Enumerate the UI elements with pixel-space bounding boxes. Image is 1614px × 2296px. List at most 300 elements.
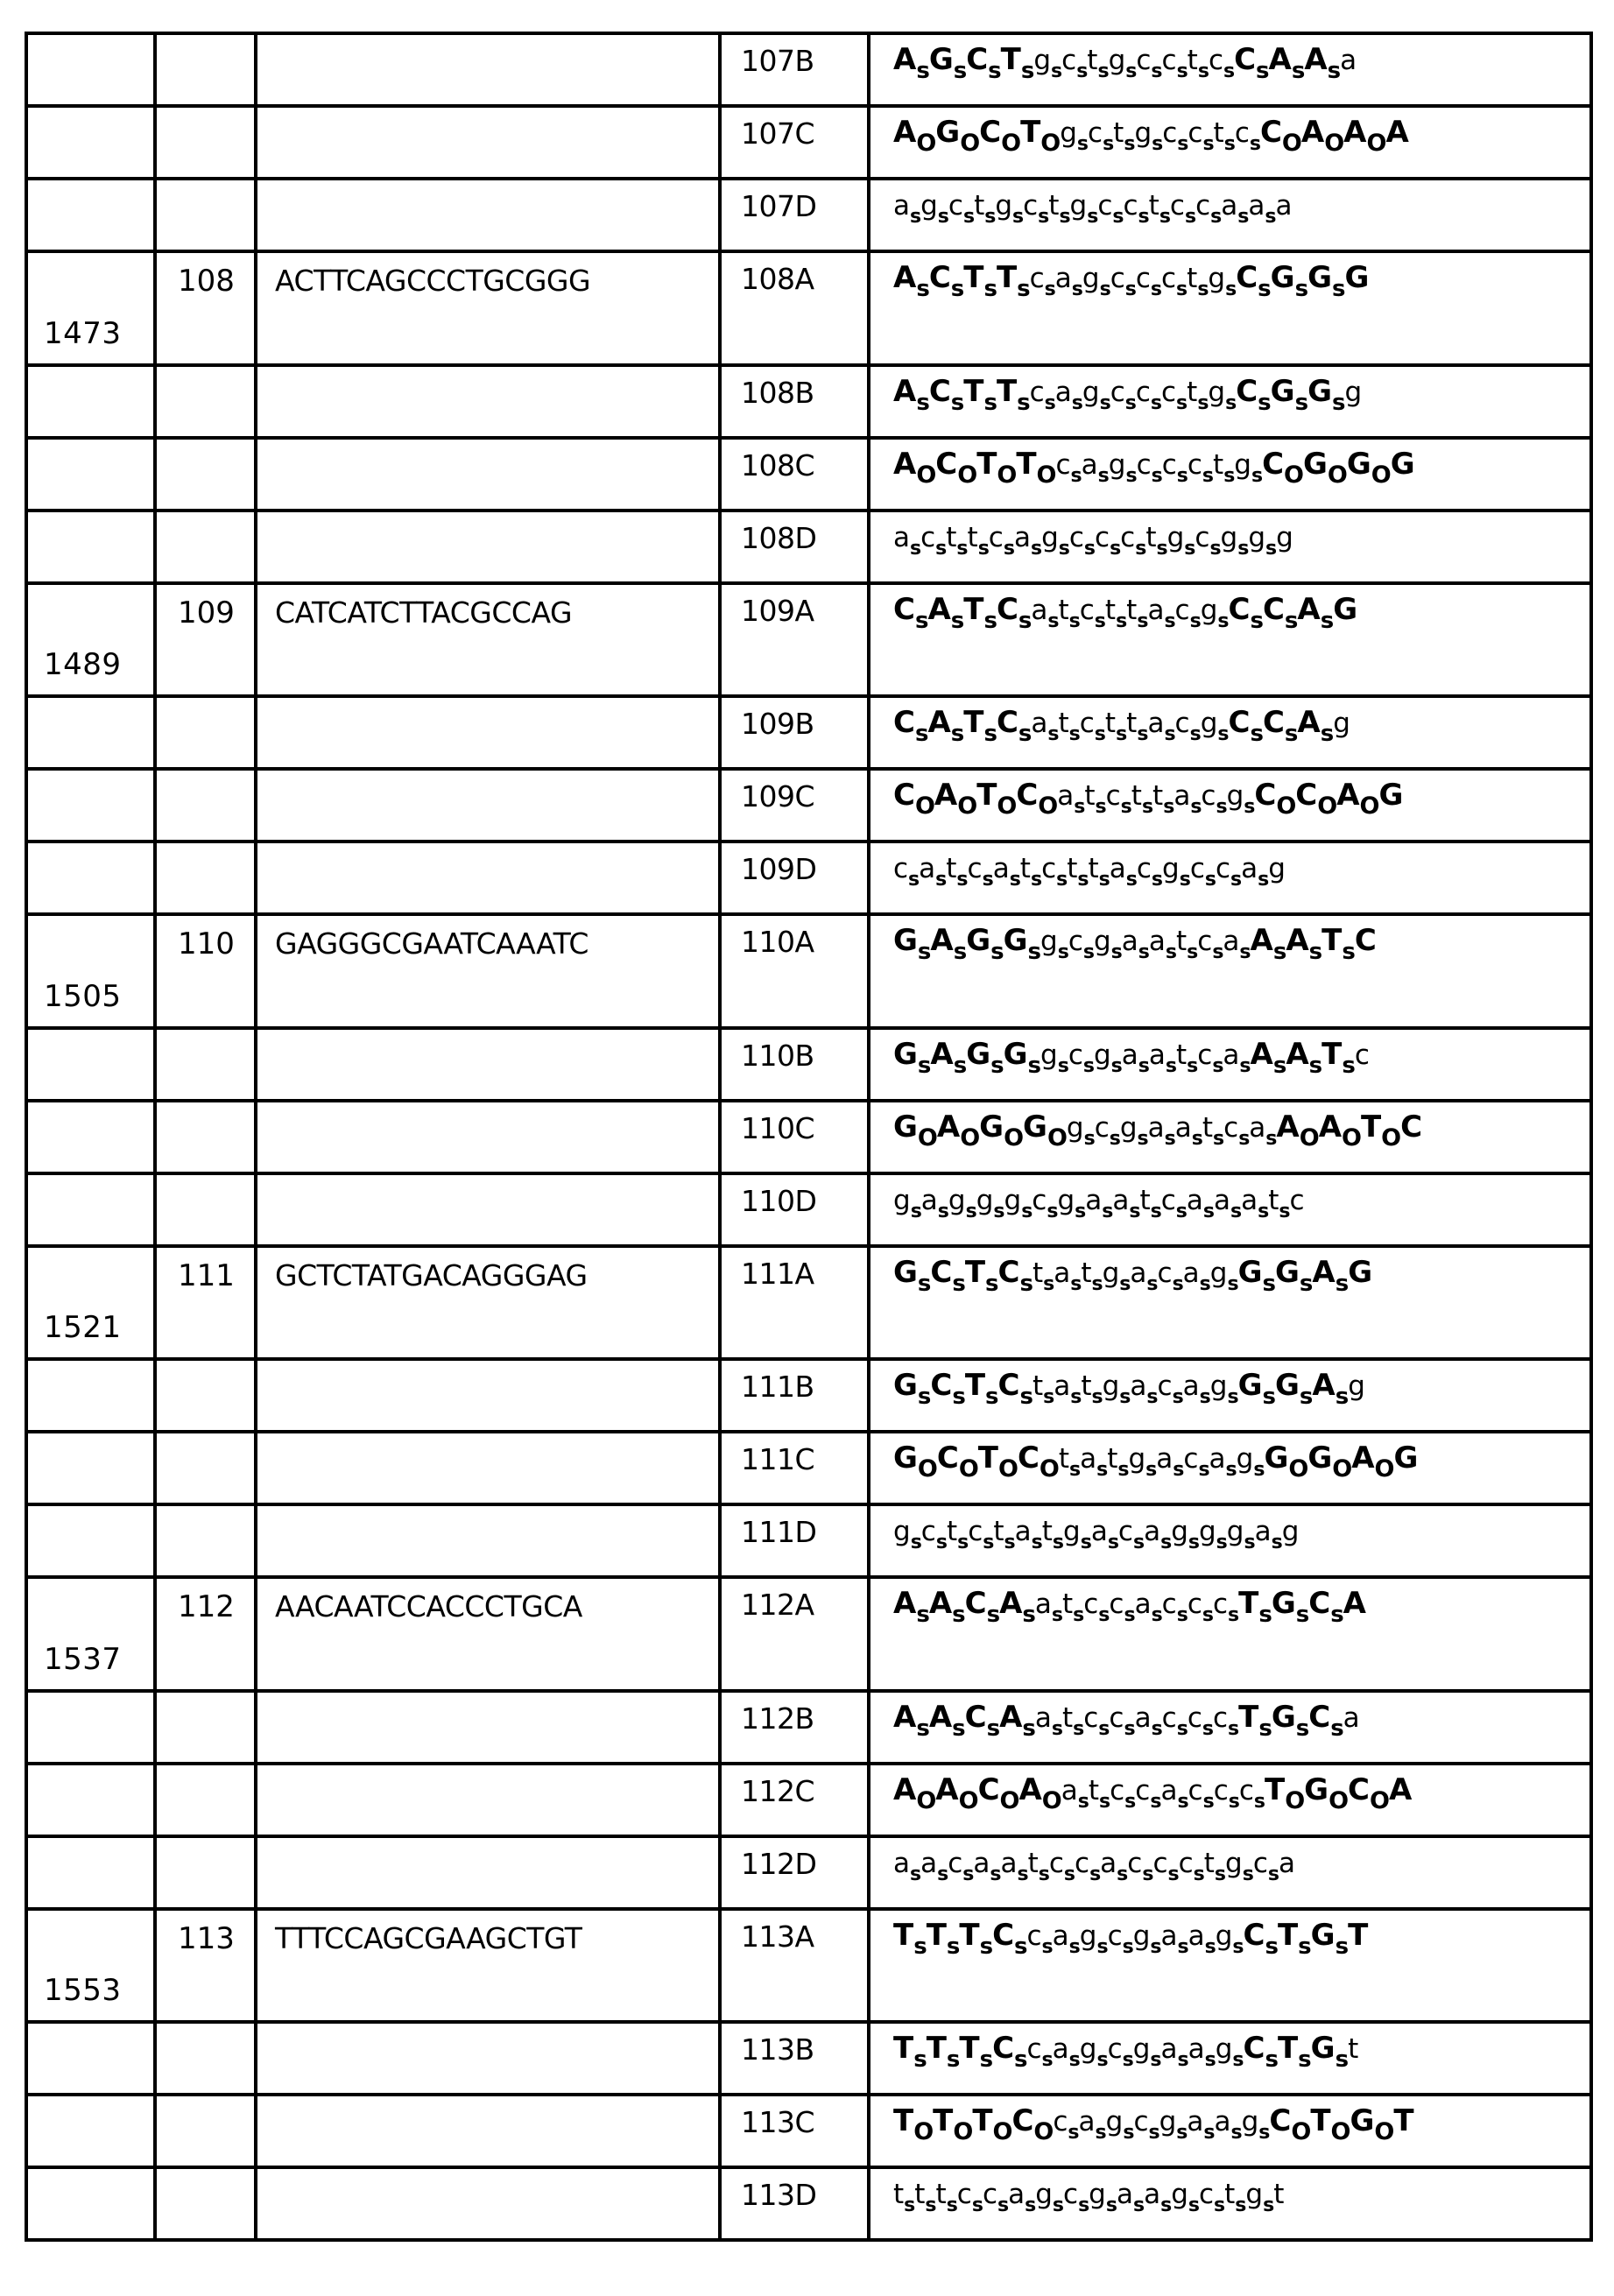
linkage-subscript: s	[1021, 1200, 1033, 1222]
nucleotide	[1378, 778, 1402, 813]
nucleotide	[1018, 1771, 1061, 1814]
linkage-subscript: s	[1014, 1933, 1027, 1960]
nucleotide	[1126, 705, 1147, 744]
modified-sequence	[893, 1109, 1422, 1152]
linkage-subscript: O	[916, 461, 936, 489]
nucleotide	[1360, 1109, 1401, 1152]
nucleotide-base: c	[1029, 263, 1044, 294]
nucleotide	[1176, 923, 1197, 962]
nucleotide	[893, 705, 928, 747]
nucleotide-base: c	[956, 2179, 971, 2210]
nucleotide-base: a	[1249, 1111, 1265, 1144]
modified-sequence	[893, 1845, 1294, 1884]
table-row	[26, 1691, 1591, 1764]
linkage-subscript: s	[1089, 1863, 1101, 1885]
compound-id-cell	[720, 1173, 869, 1246]
target-position-cell	[26, 583, 155, 697]
nucleotide-base: g	[1108, 448, 1125, 481]
nucleotide	[1274, 1254, 1313, 1297]
seq-number-cell	[155, 1028, 256, 1101]
target-position-cell	[26, 1359, 155, 1432]
nucleotide-base: t	[1067, 853, 1077, 884]
nucleotide-base: c	[1135, 263, 1150, 294]
nucleotide-base: g	[1220, 521, 1237, 553]
nucleotide	[1056, 447, 1082, 486]
modified-sequence	[893, 778, 1403, 820]
nucleotide	[1262, 591, 1298, 634]
nucleotide-base: C	[1234, 42, 1256, 77]
nucleotide	[964, 1254, 998, 1297]
nucleotide	[893, 2176, 914, 2215]
modified-sequence	[893, 1368, 1364, 1410]
nucleotide	[1297, 591, 1334, 634]
linkage-subscript: s	[1019, 1270, 1033, 1297]
nucleotide	[1199, 1513, 1227, 1553]
nucleotide-base: c	[1187, 1588, 1202, 1620]
compound-id-cell	[720, 2095, 869, 2167]
nucleotide	[927, 705, 964, 747]
nucleotide	[1343, 1700, 1359, 1736]
linkage-subscript: s	[971, 2194, 983, 2216]
linkage-subscript: s	[1071, 278, 1082, 300]
nucleotide-base: C	[966, 42, 988, 77]
nucleotide-base: c	[1110, 263, 1124, 294]
nucleotide	[1133, 2103, 1159, 2143]
linkage-subscript: O	[1036, 461, 1056, 489]
nucleotide-base: T	[893, 2031, 913, 2066]
nucleotide-base: A	[1297, 705, 1320, 740]
nucleotide	[1032, 1182, 1057, 1222]
linkage-subscript: s	[1043, 1272, 1054, 1295]
nucleotide-base: a	[1085, 1184, 1102, 1216]
nucleotide	[966, 923, 1004, 965]
linkage-subscript: s	[1298, 1933, 1311, 1960]
linkage-subscript: O	[1288, 1455, 1308, 1483]
linkage-subscript: s	[1110, 941, 1122, 963]
nucleotide	[893, 1368, 931, 1410]
nucleotide-base: c	[1107, 1919, 1122, 1952]
nucleotide-base: C	[1236, 373, 1258, 409]
nucleotide	[1248, 519, 1276, 559]
nucleotide-base: a	[1054, 263, 1071, 294]
linkage-subscript: s	[990, 939, 1004, 965]
nucleotide-base: t	[1145, 521, 1156, 553]
nucleotide-base: g	[1225, 1847, 1242, 1879]
modified-sequence-cell	[869, 914, 1591, 1028]
target-position-cell	[26, 1909, 155, 2023]
nucleotide-base: C	[964, 1699, 986, 1735]
nucleotide-base: A	[999, 1586, 1022, 1621]
linkage-subscript: s	[1197, 391, 1209, 414]
compound-id: 110B	[741, 1038, 814, 1073]
linkage-subscript: O	[999, 1786, 1019, 1814]
linkage-subscript: s	[1076, 133, 1089, 155]
compound-id-cell	[720, 511, 869, 583]
modified-sequence	[893, 115, 1408, 157]
nucleotide	[1122, 1037, 1149, 1076]
nucleotide	[1147, 592, 1174, 631]
nucleotide	[963, 373, 997, 416]
nucleotide	[1147, 705, 1174, 744]
nucleotide	[1237, 1368, 1275, 1410]
nucleotide	[1082, 447, 1109, 486]
modified-sequence	[893, 2103, 1413, 2143]
nucleotide	[1082, 374, 1110, 413]
nucleotide-base: C	[928, 260, 950, 295]
linkage-subscript: O	[917, 1455, 937, 1483]
nucleotide	[1049, 1845, 1075, 1884]
nucleotide-base: a	[1014, 1516, 1031, 1547]
nucleotide	[1307, 260, 1345, 302]
linkage-subscript: s	[904, 2194, 915, 2216]
modified-sequence-cell	[869, 2022, 1591, 2095]
seq-number-cell	[155, 914, 256, 1028]
nucleotide-base: A	[893, 115, 916, 150]
nucleotide	[893, 1440, 937, 1483]
nucleotide-base: a	[1147, 708, 1164, 739]
nucleotide-base: g	[893, 1516, 910, 1547]
linkage-subscript: s	[1265, 537, 1277, 560]
nucleotide-base: C	[1269, 2103, 1291, 2138]
nucleotide	[1003, 923, 1041, 965]
linkage-subscript: O	[957, 461, 977, 489]
nucleotide	[947, 1513, 968, 1553]
linkage-subscript: O	[1342, 1123, 1361, 1152]
nucleotide-base: C	[979, 115, 1001, 150]
compound-id: 112D	[741, 1846, 817, 1881]
nucleotide-base: T	[963, 705, 983, 740]
compound-id: 112C	[741, 1773, 815, 1808]
nucleotide-base: T	[1348, 1917, 1368, 1953]
nucleotide	[893, 850, 919, 890]
nucleotide	[920, 1845, 948, 1884]
linkage-subscript: s	[1176, 464, 1188, 487]
seq-number-cell	[155, 179, 256, 251]
nucleotide-base: a	[1187, 2106, 1203, 2138]
table-row	[26, 438, 1591, 511]
linkage-subscript: s	[1238, 1127, 1250, 1150]
nucleotide-base: a	[919, 853, 935, 884]
nucleotide	[1108, 2031, 1133, 2070]
base-sequence: TTTCCAGCGAAGCTGT	[275, 1920, 582, 1955]
linkage-subscript: s	[1250, 607, 1263, 634]
nucleotide	[963, 591, 997, 634]
nucleotide-base: c	[1079, 708, 1094, 739]
nucleotide-base: g	[1208, 376, 1225, 408]
sequence-cell	[256, 1432, 720, 1504]
compound-id: 113B	[741, 2032, 814, 2067]
target-position-cell	[26, 696, 155, 769]
nucleotide-base: c	[1189, 853, 1204, 884]
nucleotide	[1175, 705, 1201, 744]
nucleotide-base: t	[1213, 448, 1223, 481]
nucleotide	[1303, 446, 1347, 489]
nucleotide	[1120, 1109, 1148, 1149]
nucleotide-base: a	[1173, 780, 1190, 812]
linkage-subscript: s	[1152, 133, 1163, 155]
nucleotide	[1087, 42, 1108, 81]
linkage-subscript: s	[1244, 1532, 1255, 1553]
nucleotide-base: t	[914, 2179, 925, 2210]
target-position-cell	[26, 1764, 155, 1836]
nucleotide	[959, 1917, 993, 1960]
modified-sequence-cell	[869, 1432, 1591, 1504]
nucleotide-base: a	[920, 1847, 937, 1879]
nucleotide-base: C	[992, 1917, 1014, 1953]
linkage-subscript: s	[1076, 60, 1088, 82]
nucleotide-base: g	[1102, 1257, 1119, 1289]
linkage-subscript: s	[925, 2194, 936, 2216]
linkage-subscript: s	[1056, 869, 1068, 891]
linkage-subscript: s	[1335, 2046, 1349, 2073]
linkage-subscript: s	[1124, 1790, 1136, 1813]
nucleotide-base: A	[934, 778, 957, 813]
nucleotide-base: c	[982, 2179, 997, 2210]
nucleotide-base: G	[1393, 1440, 1418, 1475]
linkage-subscript: s	[1172, 1386, 1183, 1408]
nucleotide	[1286, 1036, 1322, 1079]
linkage-subscript: s	[1265, 1933, 1278, 1960]
nucleotide	[1110, 1772, 1135, 1812]
nucleotide-base: c	[1197, 1039, 1212, 1071]
linkage-subscript: s	[1223, 464, 1235, 487]
nucleotide-base: t	[1126, 594, 1137, 626]
modified-sequence	[893, 850, 1285, 890]
linkage-subscript: s	[1063, 1863, 1075, 1885]
nucleotide	[1161, 2031, 1188, 2070]
sequence-cell	[256, 1359, 720, 1432]
nucleotide-base: t	[1032, 1370, 1043, 1402]
nucleotide-base: c	[1174, 594, 1189, 626]
linkage-subscript: s	[1038, 206, 1049, 228]
linkage-subscript: s	[1225, 391, 1237, 414]
nucleotide	[1167, 519, 1195, 559]
nucleotide	[1031, 592, 1058, 631]
nucleotide	[893, 115, 936, 157]
nucleotide-base: A	[1388, 1771, 1412, 1807]
modified-sequence	[893, 42, 1357, 84]
nucleotide	[997, 1254, 1033, 1297]
nucleotide	[1139, 1182, 1160, 1222]
linkage-subscript: s	[1203, 2122, 1215, 2144]
compound-id-cell	[720, 1836, 869, 1909]
linkage-subscript: s	[1199, 1386, 1210, 1408]
nucleotide-base: G	[1270, 373, 1294, 409]
nucleotide-base: C	[1354, 923, 1376, 958]
linkage-subscript: s	[1335, 1933, 1349, 1960]
seq-number-cell	[155, 1101, 256, 1173]
linkage-subscript: s	[1176, 391, 1188, 414]
linkage-subscript: s	[1098, 869, 1110, 891]
nucleotide	[1238, 1699, 1272, 1742]
linkage-subscript: s	[1083, 1127, 1095, 1150]
nucleotide	[930, 923, 967, 965]
nucleotide-base: G	[1271, 1586, 1295, 1621]
modified-sequence-cell	[869, 696, 1591, 769]
nucleotide-base: g	[1248, 521, 1265, 553]
nucleotide-base: t	[946, 521, 956, 553]
modified-sequence-cell	[869, 179, 1591, 251]
seq-number-cell	[155, 251, 256, 365]
nucleotide	[1310, 2031, 1349, 2073]
nucleotide	[1028, 1845, 1049, 1884]
linkage-subscript: s	[1230, 2122, 1242, 2144]
linkage-subscript: O	[1004, 1123, 1024, 1152]
nucleotide	[1030, 260, 1055, 299]
nucleotide	[1000, 1845, 1027, 1884]
nucleotide	[1348, 1368, 1364, 1404]
linkage-subscript: s	[1082, 941, 1094, 963]
nucleotide-base: A	[1343, 1586, 1365, 1621]
nucleotide	[1348, 1918, 1367, 1953]
nucleotide-base: t	[935, 2179, 946, 2210]
compound-id: 113A	[741, 1919, 814, 1954]
nucleotide-base: c	[1183, 1443, 1198, 1475]
nucleotide-base: g	[1063, 1516, 1080, 1547]
target-position-cell	[26, 842, 155, 914]
target-position-cell	[26, 2167, 155, 2240]
linkage-subscript: s	[1190, 796, 1202, 818]
nucleotide-base: t	[1088, 853, 1098, 884]
nucleotide	[968, 519, 989, 559]
nucleotide	[1188, 447, 1213, 486]
nucleotide-base: t	[1058, 708, 1068, 739]
nucleotide	[1348, 2031, 1357, 2067]
nucleotide-base: a	[1130, 1370, 1146, 1402]
linkage-subscript: s	[1176, 278, 1188, 300]
nucleotide	[1020, 115, 1061, 157]
linkage-subscript: s	[910, 1200, 921, 1222]
nucleotide	[1269, 2103, 1311, 2145]
nucleotide	[979, 115, 1021, 157]
nucleotide	[964, 1586, 1000, 1628]
nucleotide	[893, 1036, 931, 1079]
nucleotide-base: g	[1226, 780, 1244, 812]
table-row	[26, 365, 1591, 438]
nucleotide-base: c	[1135, 1774, 1150, 1807]
nucleotide	[1027, 2031, 1053, 2070]
nucleotide-base: c	[968, 1516, 983, 1547]
linkage-subscript: O	[997, 1455, 1018, 1483]
nucleotide	[1312, 1368, 1349, 1410]
linkage-subscript: O	[1332, 1455, 1352, 1483]
linkage-subscript: s	[1202, 1717, 1213, 1740]
linkage-subscript: s	[1197, 278, 1209, 300]
nucleotide-base: a	[1054, 1370, 1070, 1402]
linkage-subscript: s	[1179, 869, 1190, 891]
target-position-cell	[26, 1432, 155, 1504]
nucleotide	[999, 1586, 1035, 1628]
linkage-subscript: s	[1109, 1127, 1120, 1150]
nucleotide	[996, 260, 1030, 302]
nucleotide-base: C	[930, 1368, 952, 1403]
linkage-subscript: s	[1083, 537, 1096, 560]
nucleotide	[893, 1513, 921, 1553]
nucleotide	[1245, 2176, 1273, 2215]
nucleotide-base: g	[1066, 1111, 1083, 1144]
nucleotide-base: t	[1139, 1184, 1150, 1216]
nucleotide-base: T	[1238, 1699, 1258, 1735]
nucleotide	[1112, 1182, 1139, 1222]
nucleotide	[1188, 115, 1213, 154]
oligonucleotide-sequence-table	[25, 32, 1593, 2242]
nucleotide	[893, 1845, 920, 1884]
nucleotide-base: a	[1052, 2033, 1068, 2065]
nucleotide	[1109, 447, 1137, 486]
linkage-subscript: O	[997, 461, 1017, 489]
nucleotide-base: T	[963, 373, 983, 409]
nucleotide-base: t	[1213, 117, 1223, 149]
nucleotide	[976, 778, 1017, 820]
nucleotide-base: t	[1176, 1039, 1187, 1071]
linkage-subscript: s	[962, 1863, 974, 1885]
nucleotide-base: t	[1348, 2033, 1358, 2065]
nucleotide-base: t	[1187, 45, 1197, 76]
nucleotide	[1015, 1513, 1042, 1553]
linkage-subscript: s	[1298, 2046, 1311, 2073]
nucleotide	[893, 260, 929, 302]
nucleotide-base: c	[1161, 376, 1176, 408]
nucleotide-base: a	[1182, 1370, 1199, 1402]
nucleotide	[1208, 374, 1236, 413]
nucleotide	[948, 187, 974, 227]
nucleotide-base: A	[1351, 1440, 1374, 1475]
nucleotide	[976, 446, 1017, 489]
nucleotide-base: g	[1093, 1039, 1110, 1071]
nucleotide-base: c	[1133, 2106, 1148, 2138]
nucleotide	[1089, 1772, 1110, 1812]
sequence-cell	[256, 33, 720, 106]
linkage-subscript: s	[985, 1384, 998, 1410]
nucleotide-base: c	[1238, 1774, 1253, 1807]
linkage-subscript: s	[1265, 206, 1276, 228]
linkage-subscript: s	[1151, 1717, 1162, 1740]
linkage-subscript: s	[1164, 609, 1175, 632]
nucleotide	[893, 42, 929, 84]
nucleotide-base: g	[1119, 1111, 1137, 1144]
nucleotide	[1400, 1109, 1421, 1144]
nucleotide	[935, 1771, 978, 1814]
table-row	[26, 1028, 1591, 1101]
nucleotide-base: t	[1224, 2179, 1235, 2210]
linkage-subscript: s	[1239, 1054, 1251, 1077]
nucleotide-base: G	[1303, 446, 1327, 482]
linkage-subscript: s	[1137, 609, 1148, 632]
nucleotide-base: g	[893, 1184, 910, 1216]
nucleotide-base: a	[1214, 1184, 1230, 1216]
nucleotide	[933, 2103, 973, 2145]
nucleotide-base: a	[1148, 1039, 1165, 1071]
nucleotide-base: c	[1157, 1370, 1172, 1402]
nucleotide-base: C	[1262, 446, 1284, 482]
nucleotide-base: c	[1120, 521, 1135, 553]
nucleotide-base: A	[927, 705, 950, 740]
nucleotide-base: A	[1318, 1109, 1342, 1144]
linkage-subscript: s	[1019, 1384, 1033, 1410]
nucleotide	[893, 373, 929, 416]
nucleotide	[1091, 1513, 1118, 1553]
nucleotide	[1144, 1513, 1171, 1553]
nucleotide	[1134, 115, 1162, 154]
linkage-subscript: s	[913, 1933, 927, 1960]
nucleotide-base: T	[1238, 1586, 1258, 1621]
nucleotide-base: A	[893, 1586, 916, 1621]
nucleotide	[1340, 42, 1356, 78]
nucleotide	[1023, 1109, 1067, 1152]
nucleotide-base: a	[1121, 926, 1138, 957]
linkage-subscript: O	[1374, 2118, 1394, 2145]
nucleotide-base: a	[1278, 1847, 1294, 1879]
